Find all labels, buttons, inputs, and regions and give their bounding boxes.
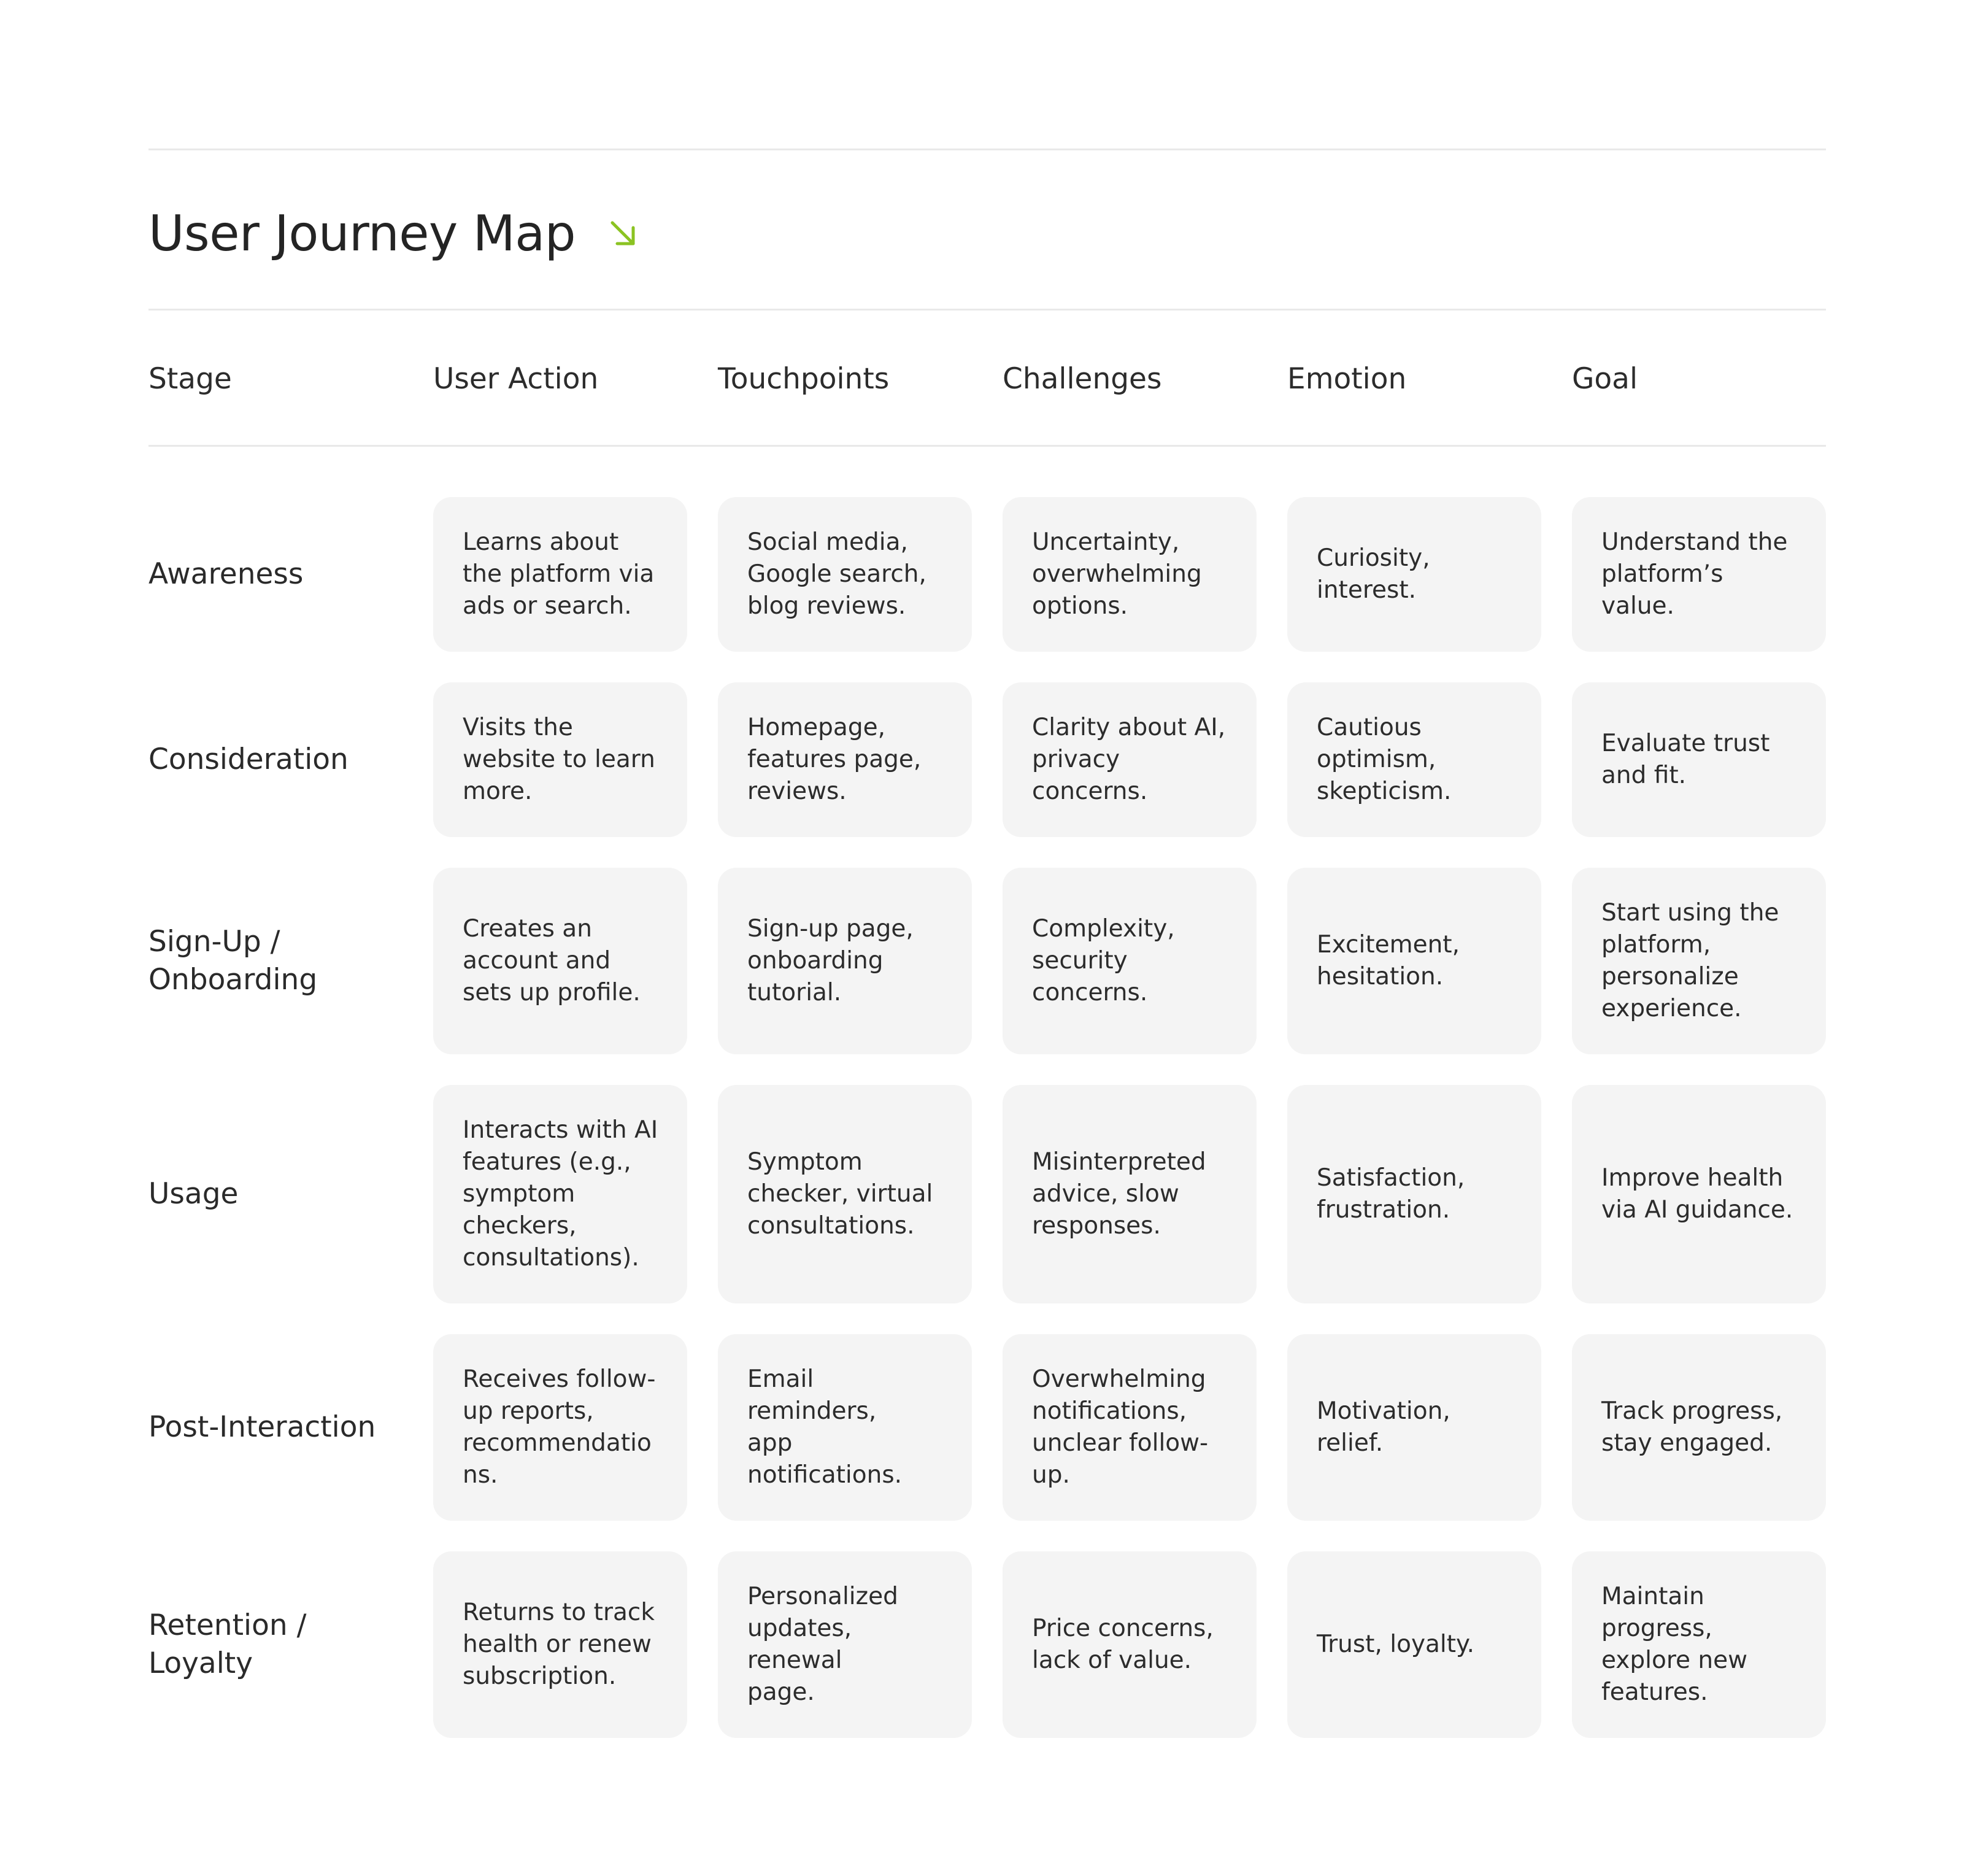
stage-label-line: Consideration [148, 743, 349, 776]
stage-label [148, 1334, 406, 1521]
table-header [148, 355, 1826, 404]
cell-user-action [433, 1085, 687, 1303]
cell-text: Complexity, security concerns. [1032, 915, 1175, 1006]
cell-challenges [1003, 1551, 1257, 1738]
stage-label-line: Retention / [148, 1608, 307, 1642]
cell-text: Curiosity, interest. [1317, 544, 1430, 604]
table-row [148, 682, 1826, 837]
cell-challenges [1003, 868, 1257, 1054]
cell-goal [1572, 1334, 1826, 1521]
stage-label [148, 1551, 406, 1738]
cell-challenges [1003, 497, 1257, 652]
column-header-emotion: Emotion [1287, 362, 1407, 396]
table-row [148, 497, 1826, 652]
cell-challenges [1003, 682, 1257, 837]
cell-emotion [1287, 1085, 1541, 1303]
stage-label-line: Usage [148, 1177, 239, 1211]
cell-goal [1572, 497, 1826, 652]
cell-text: Start using the platform, personalize experience. [1601, 899, 1779, 1022]
cell-goal [1572, 1551, 1826, 1738]
cell-challenges [1003, 1334, 1257, 1521]
cell-touchpoints [718, 497, 972, 652]
table-row [148, 868, 1826, 1054]
cell-text: Email reminders, app notifications. [747, 1365, 903, 1489]
cell-text: Learns about the platform via ads or search. [463, 528, 655, 620]
cell-touchpoints [718, 868, 972, 1054]
stage-label [148, 682, 406, 837]
column-header-user-action: User Action [433, 362, 599, 396]
cell-text: Maintain progress, explore new features. [1601, 1583, 1748, 1706]
cell-text: Clarity about AI, privacy concerns. [1032, 714, 1226, 805]
column-header-challenges: Challenges [1003, 362, 1162, 396]
cell-text: Evaluate trust and fit. [1601, 730, 1770, 789]
cell-text: Overwhelming notifications, unclear follow- up. [1032, 1365, 1209, 1489]
arrow-down-right-icon [606, 217, 639, 250]
column-header-touchpoints: Touchpoints [718, 362, 890, 396]
cell-text: Returns to track health or renew subscription. [463, 1599, 655, 1690]
stage-label-line: Post-Interaction [148, 1410, 376, 1444]
cell-touchpoints [718, 1334, 972, 1521]
cell-user-action [433, 868, 687, 1054]
title-divider [148, 309, 1826, 311]
cell-challenges [1003, 1085, 1257, 1303]
cell-text: Visits the website to learn more. [463, 714, 655, 805]
cell-text: Interacts with AI features (e.g., symptom checkers, consultations). [463, 1116, 658, 1272]
cell-touchpoints [718, 1085, 972, 1303]
cell-user-action [433, 682, 687, 837]
cell-user-action [433, 497, 687, 652]
cell-user-action [433, 1551, 687, 1738]
cell-text: Understand the platform’s value. [1601, 528, 1788, 620]
table-row [148, 1551, 1826, 1738]
cell-goal [1572, 682, 1826, 837]
cell-text: Personalized updates, renewal page. [747, 1583, 898, 1706]
cell-text: Cautious optimism, skepticism. [1317, 714, 1452, 805]
page-title: User Journey Map [148, 204, 576, 262]
cell-emotion [1287, 1334, 1541, 1521]
cell-text: Improve health via AI guidance. [1601, 1164, 1793, 1224]
title-row [148, 199, 639, 267]
cell-text: Misinterpreted advice, slow responses. [1032, 1148, 1206, 1240]
cell-text: Price concerns, lack of value. [1032, 1615, 1214, 1674]
cell-text: Receives follow- up reports, recommendatio ns. [463, 1365, 656, 1489]
table-row [148, 1334, 1826, 1521]
cell-touchpoints [718, 682, 972, 837]
cell-emotion [1287, 682, 1541, 837]
cell-text: Trust, loyalty. [1317, 1631, 1474, 1658]
stage-label-line: Sign-Up / [148, 925, 280, 959]
column-header-goal: Goal [1572, 362, 1638, 396]
cell-text: Uncertainty, overwhelming options. [1032, 528, 1202, 620]
stage-label [148, 1085, 406, 1303]
table-row [148, 1085, 1826, 1303]
cell-emotion [1287, 497, 1541, 652]
cell-text: Satisfaction, frustration. [1317, 1164, 1465, 1224]
column-header-stage: Stage [148, 362, 232, 396]
header-divider [148, 445, 1826, 447]
top-divider [148, 149, 1826, 150]
cell-text: Creates an account and sets up profile. [463, 915, 641, 1006]
cell-touchpoints [718, 1551, 972, 1738]
stage-label-line: Loyalty [148, 1646, 253, 1680]
cell-text: Homepage, features page, reviews. [747, 714, 922, 805]
cell-emotion [1287, 1551, 1541, 1738]
stage-label [148, 868, 406, 1054]
stage-label-line: Onboarding [148, 963, 318, 997]
cell-text: Excitement, hesitation. [1317, 931, 1460, 990]
cell-user-action [433, 1334, 687, 1521]
cell-text: Motivation, relief. [1317, 1397, 1450, 1457]
cell-text: Track progress, stay engaged. [1601, 1397, 1783, 1457]
cell-text: Social media, Google search, blog reviews. [747, 528, 926, 620]
stage-label [148, 497, 406, 652]
cell-text: Sign-up page, onboarding tutorial. [747, 915, 914, 1006]
cell-emotion [1287, 868, 1541, 1054]
cell-text: Symptom checker, virtual consultations. [747, 1148, 933, 1240]
stage-label-line: Awareness [148, 557, 304, 591]
cell-goal [1572, 1085, 1826, 1303]
cell-goal [1572, 868, 1826, 1054]
